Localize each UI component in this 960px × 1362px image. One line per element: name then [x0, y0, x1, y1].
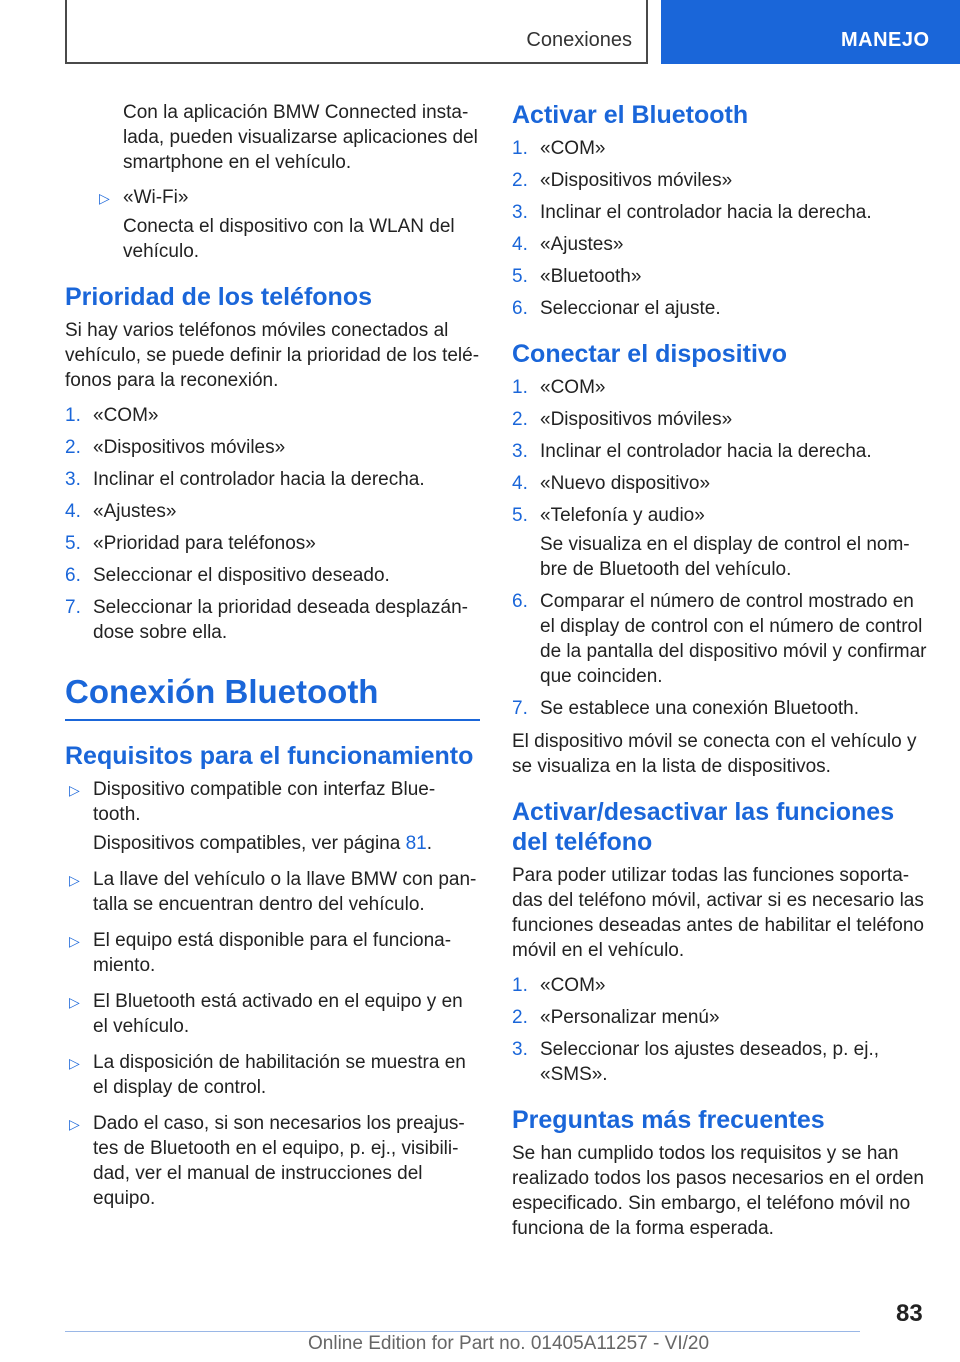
phone-functions-text: Para poder utilizar todas las funciones soporta-das del teléfono móvil, activar si es necesario las funciones deseadas antes de habilitar el teléfono móvil en el vehículo. — [512, 865, 924, 961]
wifi-label: «Wi-Fi» — [123, 187, 189, 208]
list-item: 2. «Personalizar menú» — [512, 1007, 720, 1028]
list-item: 4. «Ajustes» — [65, 501, 177, 522]
list-item: 4. «Nuevo dispositivo» — [512, 473, 711, 494]
faq-text: Se han cumplido todos los requisitos y se han realizado todos los pasos necesarios en el orden especificado. Sin embargo, el teléfono móvil no funciona de la forma esperada. — [512, 1143, 924, 1239]
section-title: Conexiones — [526, 29, 632, 51]
list-item: 1. «COM» — [512, 377, 606, 398]
step-5-note: Se visualiza en el display de control el nom-bre de Bluetooth del vehículo. — [540, 534, 910, 580]
triangle-bullet-icon: ▷ — [69, 933, 80, 949]
tab-label: MANEJO — [841, 29, 930, 51]
list-item: 1. «COM» — [512, 975, 606, 996]
requirement-item: ▷ El equipo está disponible para el funciona-miento. — [69, 930, 452, 976]
edition-footer: Online Edition for Part no. 01405A11257 - VI/20 — [308, 1333, 710, 1354]
priority-steps — [65, 403, 480, 645]
activate-steps — [512, 136, 932, 321]
list-item: 6. Comparar el número de control mostrado en el display de control con el número de control de la pantalla del dispositivo móvil y confirmar que coinciden. — [512, 591, 927, 687]
list-item: 3. Inclinar el controlador hacia la derecha. — [512, 441, 872, 462]
list-item: 3. Inclinar el controlador hacia la derecha. — [512, 202, 872, 223]
triangle-bullet-icon: ▷ — [69, 994, 80, 1010]
list-item: 2. «Dispositivos móviles» — [512, 170, 733, 191]
intro-text: Con la aplicación BMW Connected insta-lada, pueden visualizarse aplicaciones del smartphone en el vehículo. — [123, 102, 478, 173]
compatible-devices-ref: Dispositivos compatibles, ver página 81. — [93, 833, 433, 854]
requirement-item: ▷ La llave del vehículo o la llave BMW con pan-talla se encuentran dentro del vehículo. — [69, 869, 477, 915]
list-item: 5. «Bluetooth» — [512, 266, 642, 287]
activate-bluetooth-heading: Activar el Bluetooth — [512, 101, 749, 129]
triangle-bullet-icon: ▷ — [69, 1055, 80, 1071]
requirement-item: ▷ Dado el caso, si son necesarios los preajus-tes de Bluetooth en el equipo, p. ej., visibili-dad, ver el manual de instrucciones del equipo. — [69, 1113, 465, 1209]
list-item: 1. «COM» — [65, 405, 159, 426]
list-item: 6. Seleccionar el dispositivo deseado. — [65, 565, 390, 586]
list-item: 4. «Ajustes» — [512, 234, 624, 255]
requirement-item: ▷ Dispositivo compatible con interfaz Blue-tooth. Dispositivos compatibles, ver página 81. — [65, 777, 480, 856]
list-item: 5. «Telefonía y audio» Se visualiza en el display de control el nom-bre de Bluetooth del vehículo. — [512, 503, 932, 582]
wifi-bullet — [95, 185, 480, 264]
list-item: 6. Seleccionar el ajuste. — [512, 298, 721, 319]
requirement-item: ▷ La disposición de habilitación se muestra en el display de control. — [69, 1052, 466, 1098]
page-number: 83 — [896, 1300, 923, 1327]
bluetooth-chapter-title: Conexión Bluetooth — [65, 671, 480, 721]
triangle-bullet-icon: ▷ — [69, 1116, 80, 1132]
wifi-description: Conecta el dispositivo con la WLAN del vehículo. — [123, 216, 455, 262]
list-item: 2. «Dispositivos móviles» — [512, 409, 733, 430]
connect-device-heading: Conectar el dispositivo — [512, 340, 788, 368]
faq-heading: Preguntas más frecuentes — [512, 1106, 825, 1134]
priority-heading: Prioridad de los teléfonos — [65, 283, 372, 311]
footer-divider — [65, 1331, 860, 1332]
header-tab-manejo[interactable] — [661, 0, 960, 64]
connect-steps — [512, 375, 932, 721]
list-item: 5. «Prioridad para teléfonos» — [65, 533, 316, 554]
triangle-bullet-icon: ▷ — [69, 872, 80, 888]
requirement-item: ▷ El Bluetooth está activado en el equipo y en el vehículo. — [69, 991, 463, 1037]
list-item: 3. Seleccionar los ajustes deseados, p. ej., «SMS». — [512, 1039, 880, 1085]
triangle-bullet-icon: ▷ — [69, 782, 80, 798]
phone-steps — [512, 973, 932, 1087]
list-item: 7. Se establece una conexión Bluetooth. — [512, 698, 860, 719]
left-column — [65, 100, 480, 1222]
triangle-bullet-icon: ▷ — [99, 190, 110, 206]
right-column — [512, 100, 932, 1251]
priority-text: Si hay varios teléfonos móviles conectados al vehículo, se puede definir la prioridad de los telé-fonos para la reconexión. — [65, 320, 480, 391]
list-item: 2. «Dispositivos móviles» — [65, 437, 286, 458]
connect-result-text: El dispositivo móvil se conecta con el vehículo y se visualiza en la lista de dispositivos. — [512, 731, 917, 777]
phone-functions-heading: Activar/desactivar las funciones del teléfono — [512, 798, 895, 856]
requirements-heading: Requisitos para el funcionamiento — [65, 742, 474, 770]
list-item: 7. Seleccionar la prioridad deseada desplazán-dose sobre ella. — [65, 597, 468, 643]
list-item: 3. Inclinar el controlador hacia la derecha. — [65, 469, 425, 490]
page-81-link[interactable]: 81 — [405, 833, 427, 854]
list-item: 1. «COM» — [512, 138, 606, 159]
header-section-box — [65, 0, 648, 64]
